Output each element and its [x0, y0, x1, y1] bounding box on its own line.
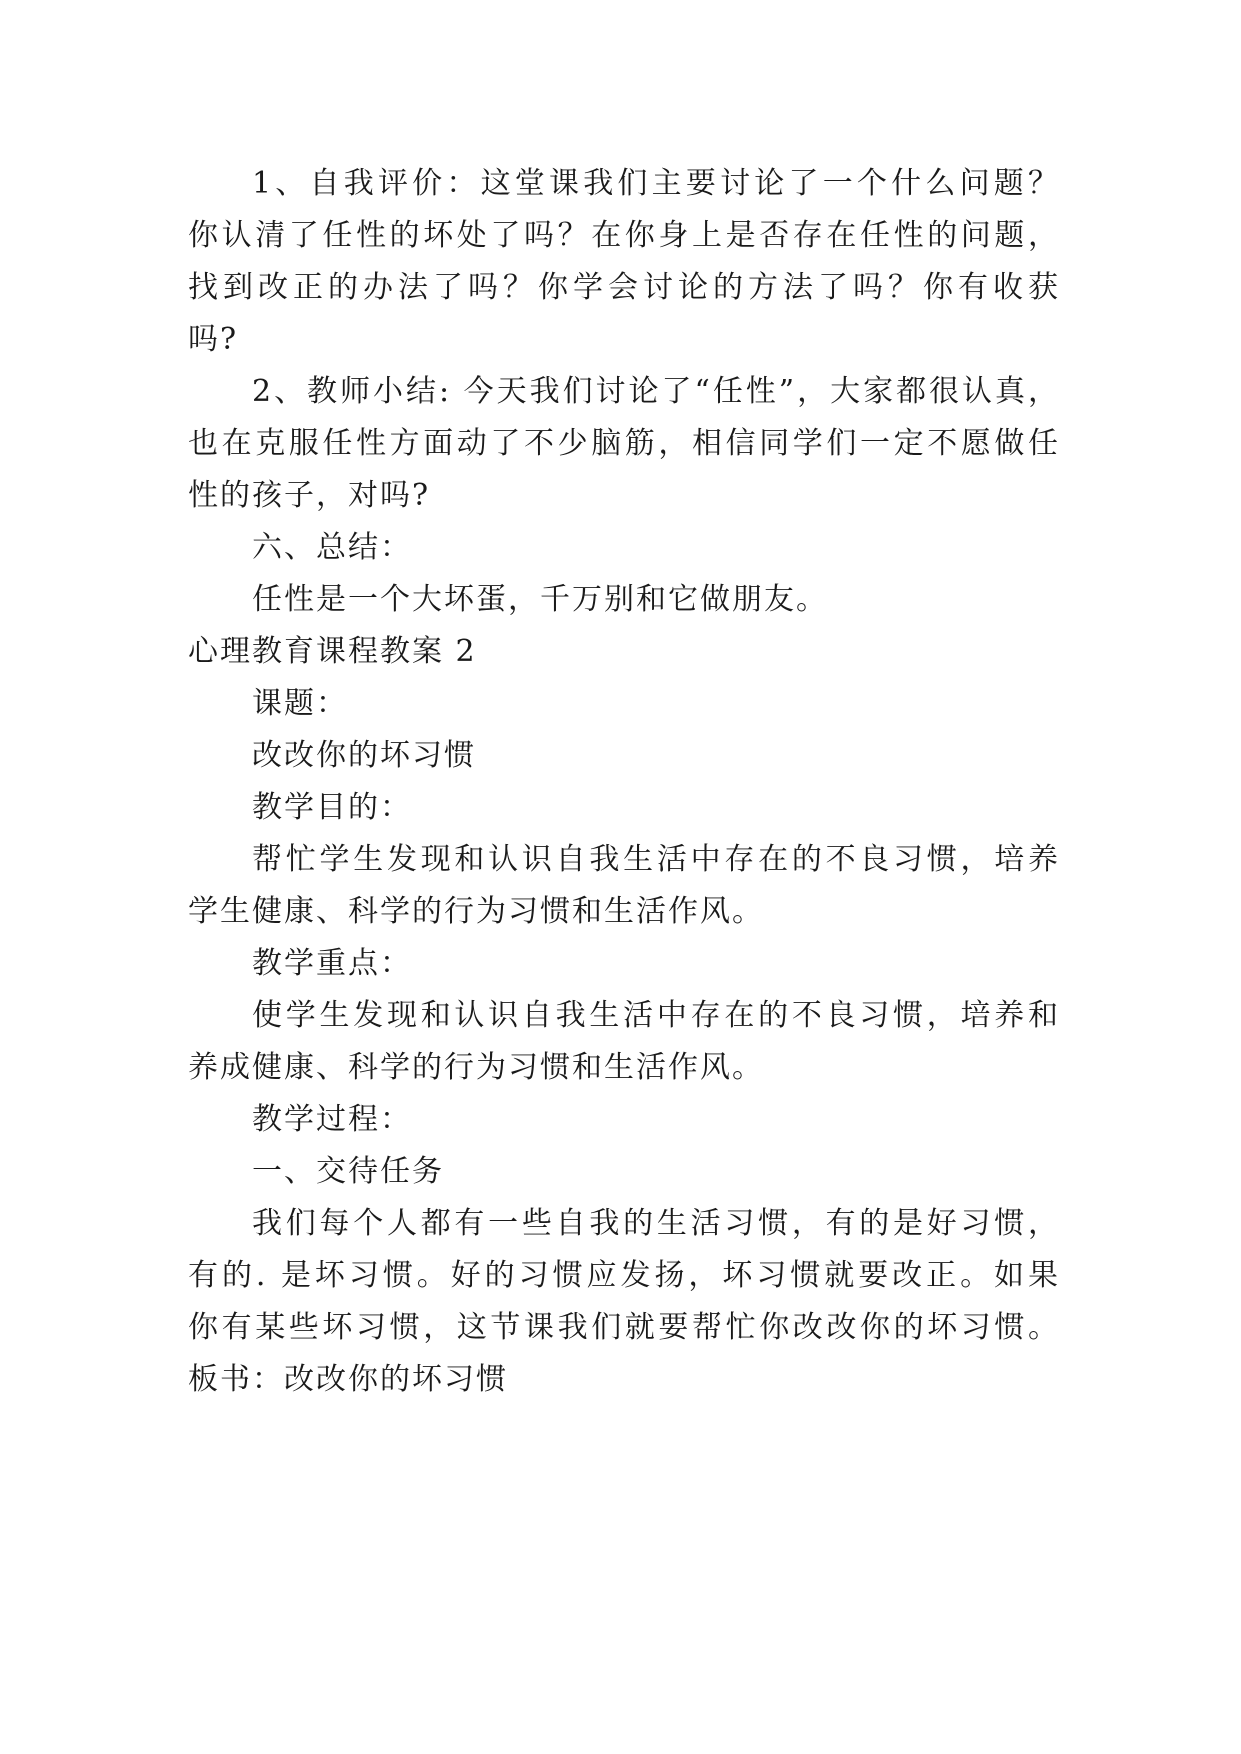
paragraph-line: 1、自我评价：这堂课我们主要讨论了一个什么问题？ [252, 166, 1060, 201]
paragraph-line: 任性是一个大坏蛋，千万别和它做朋友。 [252, 582, 828, 617]
section-heading: 教学目的： [252, 790, 412, 825]
paragraph-line: 使学生发现和认识自我生活中存在的不良习惯，培养和 [252, 998, 1060, 1033]
paragraph-line: 养成健康、科学的行为习惯和生活作风。 [188, 1050, 764, 1085]
paragraph-line: 性的孩子，对吗? [188, 478, 431, 513]
paragraph-line: 板书：改改你的坏习惯 [188, 1362, 508, 1397]
section-heading: 教学过程： [252, 1102, 412, 1137]
paragraph-line: 找到改正的办法了吗？你学会讨论的方法了吗？你有收获 [188, 270, 1060, 305]
section-heading: 一、交待任务 [252, 1154, 444, 1189]
paragraph-line: 你有某些坏习惯，这节课我们就要帮忙你改改你的坏习惯。 [188, 1310, 1060, 1345]
paragraph-line: 改改你的坏习惯 [252, 738, 476, 773]
paragraph-line: 我们每个人都有一些自我的生活习惯，有的是好习惯， [252, 1206, 1060, 1241]
paragraph-line: 2、教师小结: 今天我们讨论了“任性”，大家都很认真， [252, 374, 1060, 409]
section-heading: 教学重点： [252, 946, 412, 981]
paragraph-line: 你认清了任性的坏处了吗？在你身上是否存在任性的问题， [188, 218, 1060, 253]
section-heading: 课题： [252, 686, 348, 721]
paragraph-line: 有的. 是坏习惯。好的习惯应发扬，坏习惯就要改正。如果 [188, 1258, 1060, 1293]
section-heading: 六、总结： [252, 530, 412, 565]
paragraph-line: 吗? [188, 322, 239, 357]
paragraph-line: 也在克服任性方面动了不少脑筋，相信同学们一定不愿做任 [188, 426, 1060, 461]
document-title: 心理教育课程教案 2 [188, 634, 477, 669]
paragraph-line: 帮忙学生发现和认识自我生活中存在的不良习惯，培养 [252, 842, 1060, 877]
paragraph-line: 学生健康、科学的行为习惯和生活作风。 [188, 894, 764, 929]
